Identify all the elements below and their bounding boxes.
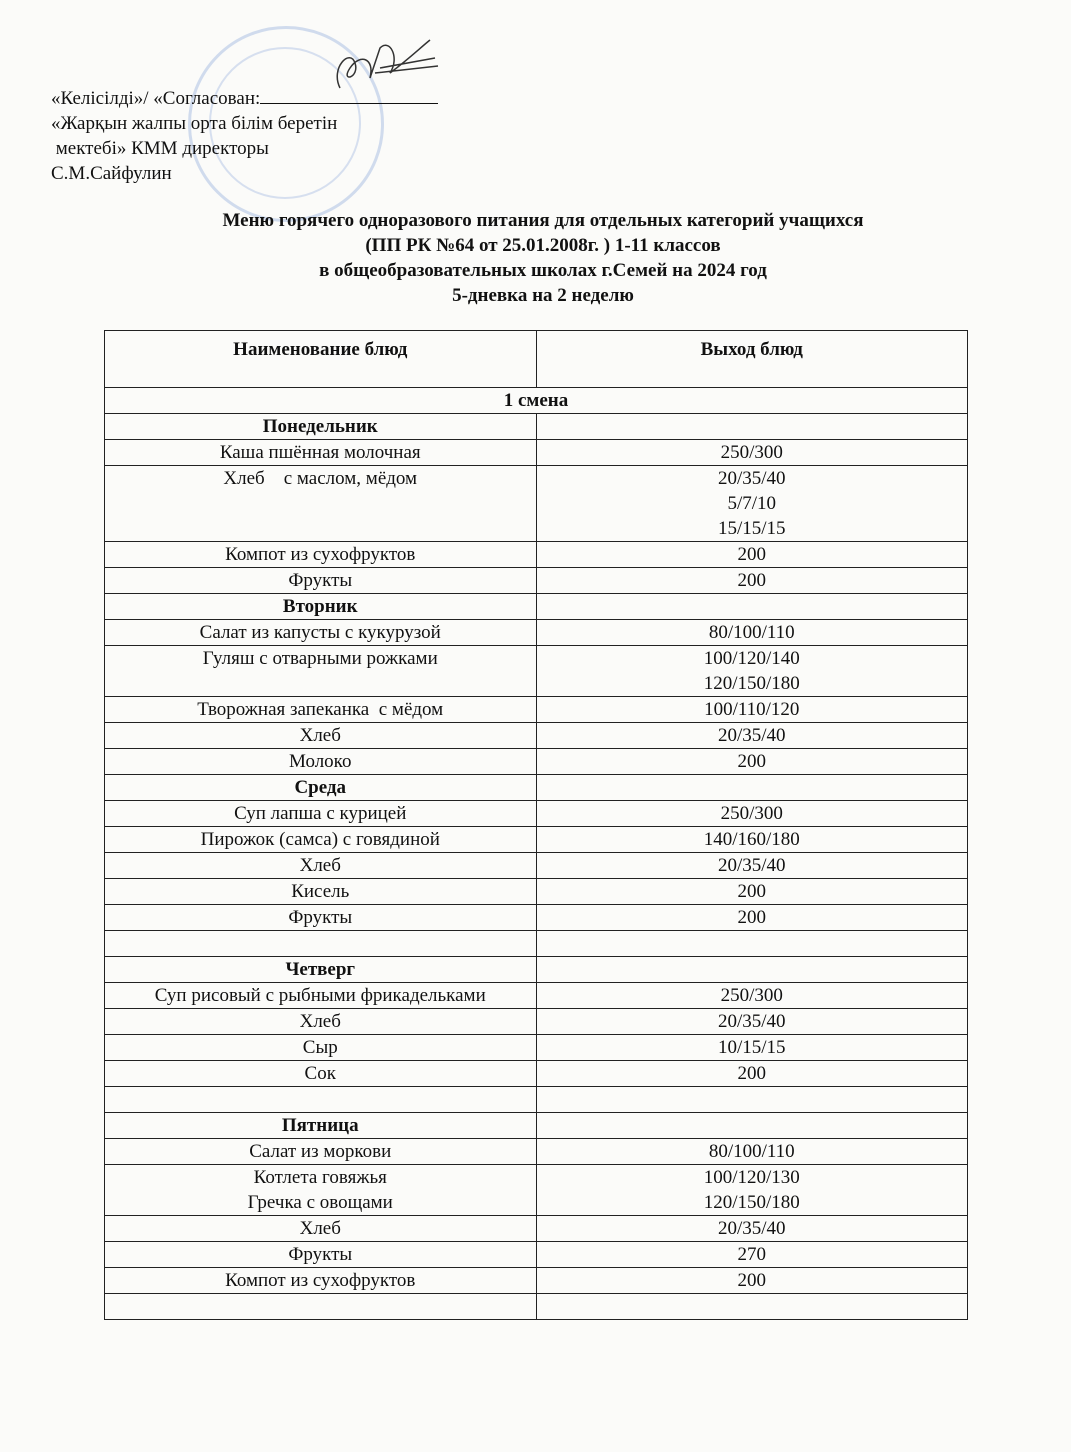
portion-line: 200 bbox=[737, 751, 766, 772]
portion-line: 80/100/110 bbox=[708, 622, 795, 643]
approval-line-4: С.М.Сайфулин bbox=[51, 163, 172, 184]
dish-name bbox=[105, 749, 537, 775]
title-line-1: Меню горячего одноразового питания для отдельных категорий учащихся bbox=[222, 210, 864, 231]
dish-name bbox=[105, 1268, 537, 1294]
table-row bbox=[105, 568, 968, 594]
shift-row bbox=[105, 388, 968, 414]
dish-name bbox=[105, 1009, 537, 1035]
table-row bbox=[105, 1139, 968, 1165]
dish-line bbox=[109, 931, 532, 956]
table-row bbox=[105, 1061, 968, 1087]
dish-portion bbox=[536, 466, 968, 542]
portion-line: 20/35/40 bbox=[717, 1011, 786, 1032]
table-row bbox=[105, 827, 968, 853]
dish-portion bbox=[536, 542, 968, 568]
title-line-2: (ПП РК №64 от 25.01.2008г. ) 1-11 классов bbox=[365, 235, 721, 256]
dish-portion bbox=[536, 931, 968, 957]
portion-line: 15/15/15 bbox=[717, 518, 786, 539]
dish-portion bbox=[536, 1165, 968, 1216]
dish-portion bbox=[536, 1087, 968, 1113]
portion-line: 200 bbox=[737, 544, 766, 565]
dish-line: Компот из сухофруктов bbox=[225, 544, 416, 565]
dish-portion bbox=[536, 1294, 968, 1320]
dish-line: Сыр bbox=[302, 1037, 338, 1058]
dish-line: Творожная запеканка с мёдом bbox=[197, 699, 444, 720]
menu-table bbox=[104, 330, 968, 1320]
portion-line: 200 bbox=[737, 1063, 766, 1084]
dish-portion bbox=[536, 905, 968, 931]
header-dish-name: Наименование блюд bbox=[105, 331, 537, 388]
approval-line-3: мектебі» КММ директоры bbox=[51, 138, 269, 159]
table-row bbox=[105, 905, 968, 931]
dish-portion bbox=[536, 697, 968, 723]
dish-portion bbox=[536, 1035, 968, 1061]
dish-line: Хлеб bbox=[299, 725, 341, 746]
dish-portion bbox=[536, 801, 968, 827]
title-line-4: 5-дневка на 2 неделю bbox=[452, 285, 634, 306]
dish-name bbox=[105, 620, 537, 646]
table-row bbox=[105, 440, 968, 466]
portion-line: 250/300 bbox=[720, 442, 783, 463]
dish-portion bbox=[536, 1061, 968, 1087]
dish-name bbox=[105, 1139, 537, 1165]
dish-line: Гуляш с отварными рожками bbox=[202, 648, 438, 669]
dish-name bbox=[105, 905, 537, 931]
document-title bbox=[0, 208, 1071, 308]
portion-line: 20/35/40 bbox=[717, 1218, 786, 1239]
dish-name bbox=[105, 801, 537, 827]
dish-name bbox=[105, 1035, 537, 1061]
dish-line: Гречка с овощами bbox=[247, 1192, 393, 1213]
dish-portion bbox=[536, 723, 968, 749]
portion-line: 270 bbox=[737, 1244, 766, 1265]
dish-name bbox=[105, 931, 537, 957]
table-row bbox=[105, 723, 968, 749]
portion-line: 250/300 bbox=[720, 985, 783, 1006]
dish-line: Молоко bbox=[289, 751, 352, 772]
dish-name bbox=[105, 1294, 537, 1320]
dish-name bbox=[105, 1216, 537, 1242]
dish-portion bbox=[536, 1139, 968, 1165]
dish-line: Кисель bbox=[291, 881, 350, 902]
dish-line: Фрукты bbox=[288, 907, 353, 928]
table-row bbox=[105, 542, 968, 568]
dish-portion bbox=[536, 1009, 968, 1035]
portion-line: 100/110/120 bbox=[704, 699, 800, 720]
portion-line: 200 bbox=[737, 881, 766, 902]
dish-line: Компот из сухофруктов bbox=[225, 1270, 416, 1291]
dish-line: Салат из капусты с кукурузой bbox=[199, 622, 441, 643]
table-row bbox=[105, 1009, 968, 1035]
portion-line: 5/7/10 bbox=[727, 493, 777, 514]
portion-line: 20/35/40 bbox=[717, 468, 786, 489]
dish-name bbox=[105, 697, 537, 723]
table-row bbox=[105, 1268, 968, 1294]
dish-name bbox=[105, 440, 537, 466]
day-name: Понедельник bbox=[105, 414, 537, 440]
dish-line bbox=[109, 1294, 532, 1319]
dish-portion bbox=[536, 440, 968, 466]
portion-line: 100/120/130 bbox=[703, 1167, 800, 1188]
dish-portion bbox=[536, 620, 968, 646]
table-header-row bbox=[105, 331, 968, 388]
day-row bbox=[105, 957, 968, 983]
dish-name bbox=[105, 466, 537, 542]
dish-line: Суп лапша с курицей bbox=[234, 803, 407, 824]
signature-line bbox=[260, 87, 438, 104]
portion-line: 10/15/15 bbox=[717, 1037, 786, 1058]
portion-line: 250/300 bbox=[720, 803, 783, 824]
title-line-3: в общеобразовательных школах г.Семей на 2024 год bbox=[319, 260, 767, 281]
dish-name bbox=[105, 827, 537, 853]
portion-line: 120/150/180 bbox=[703, 673, 800, 694]
table-row bbox=[105, 646, 968, 697]
dish-line: Сок bbox=[304, 1063, 336, 1084]
dish-name bbox=[105, 853, 537, 879]
dish-line: Котлета говяжья bbox=[253, 1167, 387, 1188]
dish-portion bbox=[536, 879, 968, 905]
table-row bbox=[105, 697, 968, 723]
dish-name bbox=[105, 723, 537, 749]
dish-portion bbox=[536, 983, 968, 1009]
table-row bbox=[105, 931, 968, 957]
dish-name bbox=[105, 1242, 537, 1268]
dish-name bbox=[105, 1061, 537, 1087]
portion-line: 80/100/110 bbox=[708, 1141, 795, 1162]
header-portion: Выход блюд bbox=[536, 331, 968, 388]
dish-line: Хлеб с маслом, мёдом bbox=[223, 468, 418, 489]
table-row bbox=[105, 620, 968, 646]
table-row bbox=[105, 1165, 968, 1216]
dish-name bbox=[105, 879, 537, 905]
portion-line bbox=[541, 1294, 964, 1319]
table-row bbox=[105, 466, 968, 542]
dish-portion bbox=[536, 1242, 968, 1268]
portion-line bbox=[541, 1087, 964, 1112]
portion-line bbox=[541, 931, 964, 956]
portion-line: 200 bbox=[737, 570, 766, 591]
portion-line: 200 bbox=[737, 907, 766, 928]
dish-line bbox=[109, 1087, 532, 1112]
day-name: Среда bbox=[105, 775, 537, 801]
approval-line-2: «Жарқын жалпы орта білім беретін bbox=[51, 113, 338, 134]
dish-portion bbox=[536, 749, 968, 775]
dish-line: Фрукты bbox=[288, 570, 353, 591]
dish-line: Хлеб bbox=[299, 855, 341, 876]
table-row bbox=[105, 853, 968, 879]
dish-name bbox=[105, 1087, 537, 1113]
table-row bbox=[105, 749, 968, 775]
dish-name bbox=[105, 983, 537, 1009]
day-name: Вторник bbox=[105, 594, 537, 620]
table-row bbox=[105, 1035, 968, 1061]
table-row bbox=[105, 983, 968, 1009]
dish-name bbox=[105, 568, 537, 594]
portion-line: 200 bbox=[737, 1270, 766, 1291]
approval-block bbox=[51, 86, 438, 186]
dish-portion bbox=[536, 1216, 968, 1242]
dish-line: Хлеб bbox=[299, 1011, 341, 1032]
table-row bbox=[105, 1216, 968, 1242]
day-name: Пятница bbox=[105, 1113, 537, 1139]
dish-line: Каша пшённая молочная bbox=[219, 442, 421, 463]
table-row bbox=[105, 1242, 968, 1268]
portion-line: 20/35/40 bbox=[717, 725, 786, 746]
dish-portion bbox=[536, 827, 968, 853]
day-row bbox=[105, 775, 968, 801]
portion-line: 120/150/180 bbox=[703, 1192, 800, 1213]
dish-line: Фрукты bbox=[288, 1244, 353, 1265]
day-name: Четверг bbox=[105, 957, 537, 983]
shift-label: 1 смена bbox=[105, 388, 968, 414]
dish-name bbox=[105, 646, 537, 697]
approval-line-1: «Келісілді»/ «Согласован: bbox=[51, 88, 261, 109]
portion-line: 100/120/140 bbox=[703, 648, 800, 669]
day-row bbox=[105, 414, 968, 440]
dish-portion bbox=[536, 1268, 968, 1294]
day-row bbox=[105, 1113, 968, 1139]
dish-line: Салат из моркови bbox=[249, 1141, 392, 1162]
dish-line: Хлеб bbox=[299, 1218, 341, 1239]
table-row bbox=[105, 1087, 968, 1113]
dish-line: Пирожок (самса) с говядиной bbox=[200, 829, 440, 850]
dish-name bbox=[105, 542, 537, 568]
table-row bbox=[105, 879, 968, 905]
dish-line: Суп рисовый с рыбными фрикадельками bbox=[154, 985, 486, 1006]
dish-portion bbox=[536, 853, 968, 879]
dish-portion bbox=[536, 568, 968, 594]
day-row bbox=[105, 594, 968, 620]
dish-portion bbox=[536, 646, 968, 697]
table-row bbox=[105, 1294, 968, 1320]
table-row bbox=[105, 801, 968, 827]
portion-line: 140/160/180 bbox=[703, 829, 800, 850]
dish-name bbox=[105, 1165, 537, 1216]
portion-line: 20/35/40 bbox=[717, 855, 786, 876]
